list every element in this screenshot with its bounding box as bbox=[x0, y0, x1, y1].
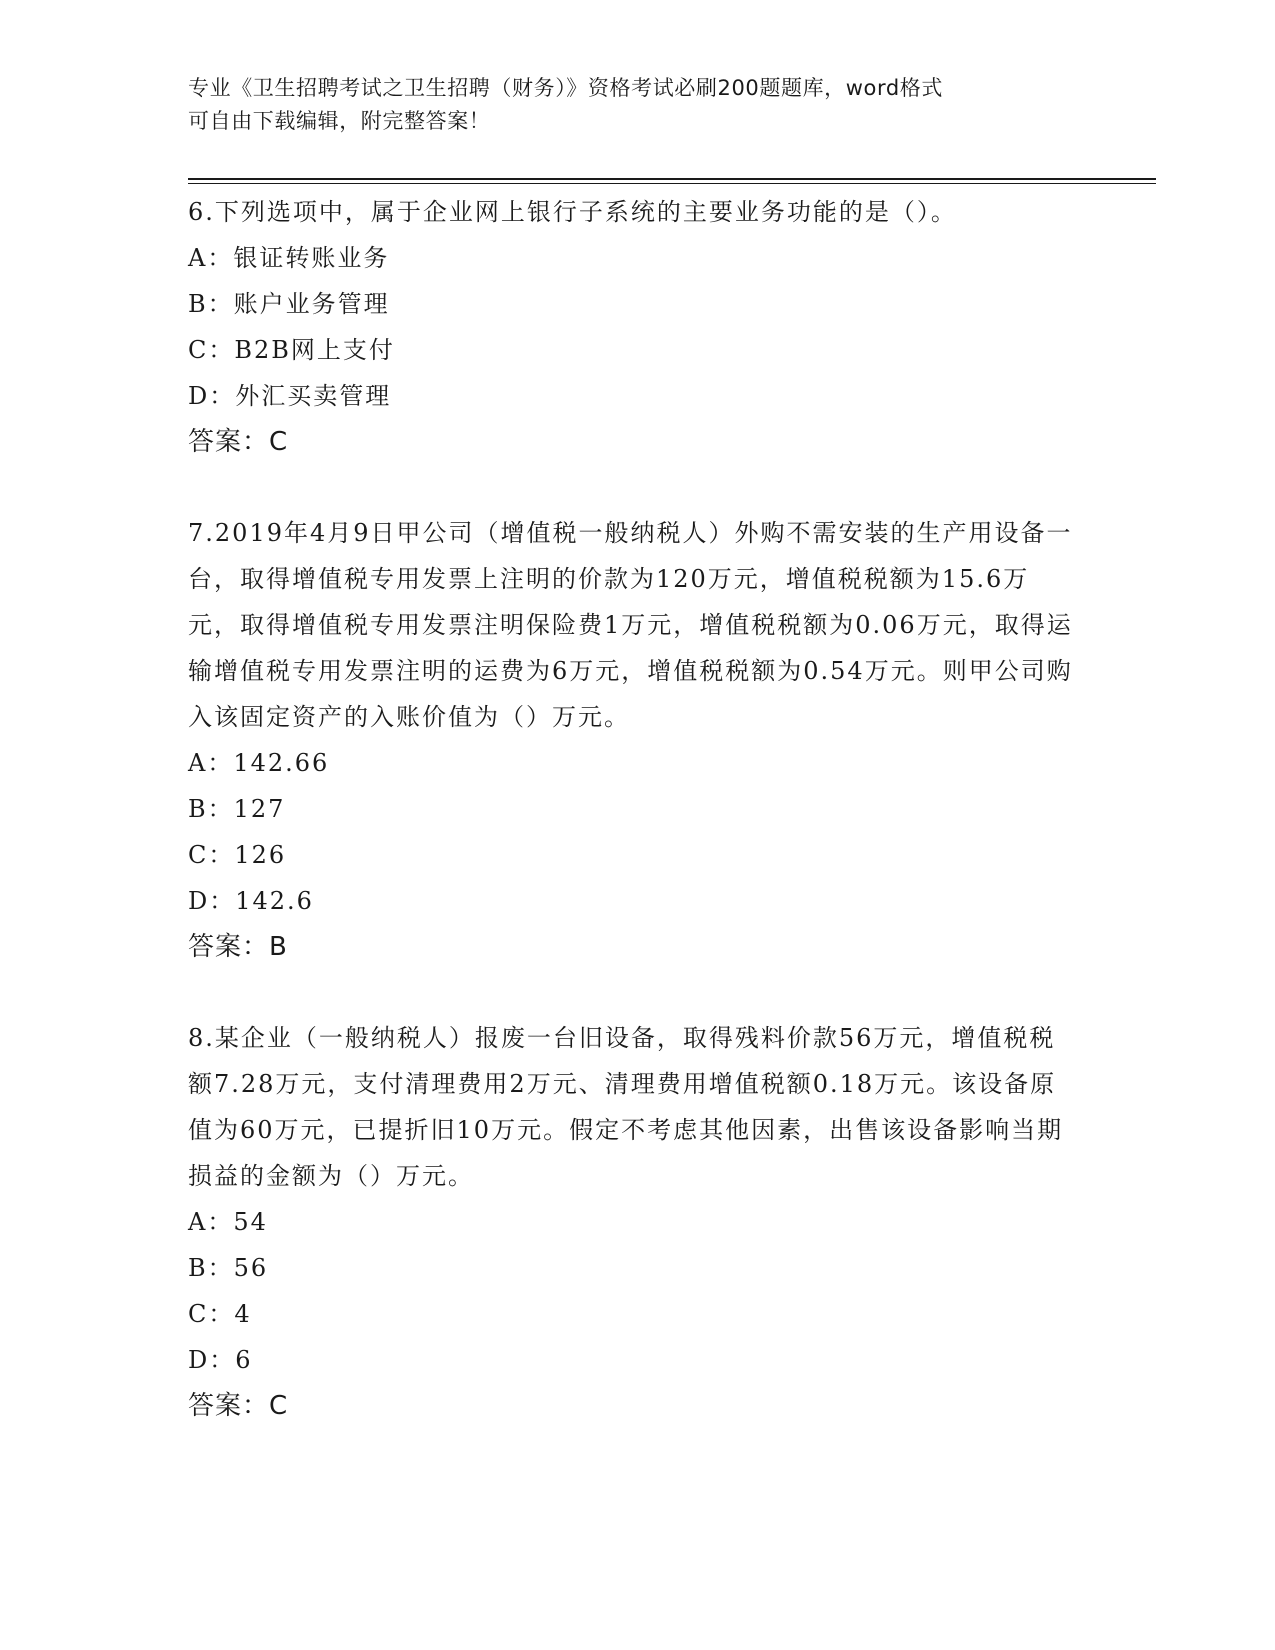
option-b: B：56 bbox=[188, 1254, 269, 1282]
document-header bbox=[188, 72, 1068, 138]
answer-line bbox=[188, 924, 1088, 970]
answer-line bbox=[188, 1383, 1088, 1429]
option-a: A：银证转账业务 bbox=[188, 244, 390, 272]
question-list bbox=[188, 189, 1088, 1474]
option-d: D：外汇买卖管理 bbox=[188, 382, 392, 410]
option-c: C：4 bbox=[188, 1300, 252, 1328]
answer-value: C bbox=[269, 427, 289, 457]
question-stem: 7.2019年4月9日甲公司（增值税一般纳税人）外购不需安装的生产用设备一台，取得增值税专用发票上注明的价款为120万元，增值税税额为15.6万元，取得增值税专用发票注明保险费1万元，增值税税额为0.06万元，取得运输增值税专用发票注明的运费为6万元，增值税税额为0.54万元。则甲公司购入该固定资产的入账价值为（）万元。 bbox=[188, 519, 1073, 731]
answer-label: 答案： bbox=[188, 932, 270, 962]
answer-label: 答案： bbox=[188, 1391, 270, 1421]
header-rule-thick bbox=[188, 178, 1156, 180]
header-title-line-2: 可自由下载编辑，附完整答案！ bbox=[188, 109, 491, 133]
option-b: B：127 bbox=[188, 795, 286, 823]
question-7 bbox=[188, 510, 1088, 970]
question-6 bbox=[188, 189, 1088, 465]
option-b: B：账户业务管理 bbox=[188, 290, 390, 318]
question-8 bbox=[188, 1015, 1088, 1429]
question-stem: 6.下列选项中，属于企业网上银行子系统的主要业务功能的是（）。 bbox=[188, 198, 957, 226]
option-c: C：126 bbox=[188, 841, 287, 869]
option-a: A：142.66 bbox=[188, 749, 330, 777]
option-d: D：142.6 bbox=[188, 887, 314, 915]
option-d: D：6 bbox=[188, 1346, 253, 1374]
option-a: A：54 bbox=[188, 1208, 268, 1236]
header-title-line-1: 专业《卫生招聘考试之卫生招聘（财务）》资格考试必刷200题题库，word格式 bbox=[188, 76, 943, 100]
answer-line bbox=[188, 419, 1088, 465]
answer-value: B bbox=[269, 932, 288, 962]
answer-label: 答案： bbox=[188, 427, 270, 457]
option-c: C：B2B网上支付 bbox=[188, 336, 395, 364]
question-stem: 8.某企业（一般纳税人）报废一台旧设备，取得残料价款56万元，增值税税额7.28万元，支付清理费用2万元、清理费用增值税额0.18万元。该设备原值为60万元，已提折旧10万元。假定不考虑其他因素，出售该设备影响当期损益的金额为（）万元。 bbox=[188, 1024, 1064, 1190]
header-rule-thin bbox=[188, 183, 1156, 184]
answer-value: C bbox=[269, 1391, 289, 1421]
